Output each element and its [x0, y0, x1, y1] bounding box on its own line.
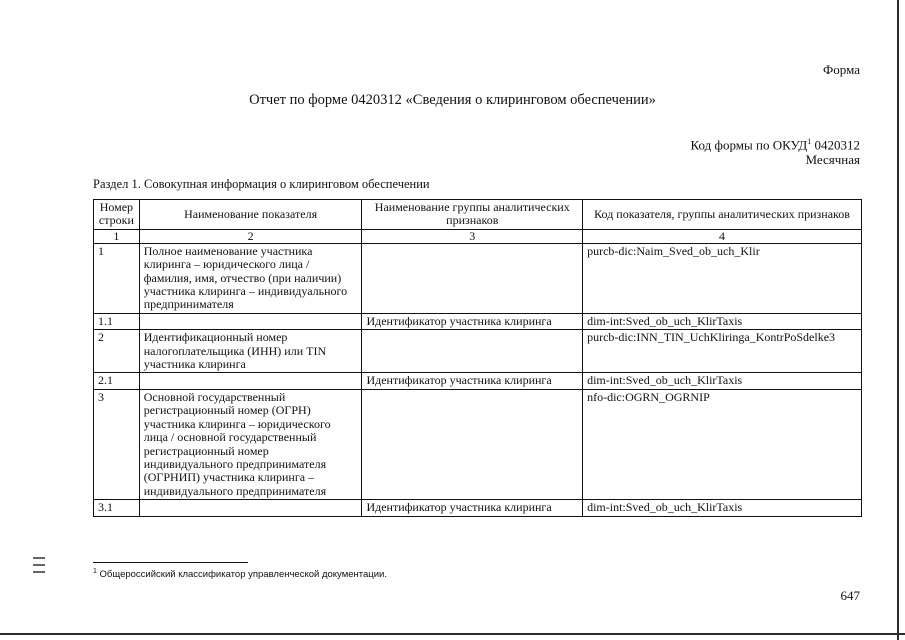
- group-name: [362, 243, 583, 313]
- table-row: [94, 330, 862, 373]
- header-cell-indicator-name: Наименование показателя: [139, 200, 362, 230]
- footnote-text: Общероссийский классификатор управленческой документации.: [99, 569, 387, 581]
- row-number: 3.1: [94, 500, 140, 516]
- table-row: [94, 373, 862, 389]
- row-number: 1.1: [94, 313, 140, 329]
- header-cell-code: Код показателя, группы аналитических признаков: [583, 200, 862, 230]
- indicator-name: Идентификационный номер налогоплательщика (ИНН) или TIN участника клиринга: [139, 330, 362, 373]
- row-number: 2.1: [94, 373, 140, 389]
- indicator-name: Основной государственный регистрационный номер (ОГРН) участника клиринга – юридического лица / основной государственный регистрационный номер индивидуального предпринимателя (ОГРНИП) участника клиринга – индивидуального предпринимателя: [139, 389, 362, 499]
- header-cell-row-number: Номер строки: [94, 200, 140, 230]
- row-number: 3: [94, 389, 140, 499]
- indicator-code: dim-int:Sved_ob_uch_KlirTaxis: [583, 313, 862, 329]
- document-title: Отчет по форме 0420312 «Сведения о клиринговом обеспечении»: [249, 92, 656, 108]
- indicator-name: [139, 500, 362, 516]
- group-name: [362, 389, 583, 499]
- table-row: [94, 313, 862, 329]
- okud-footnote-ref: 1: [807, 137, 812, 146]
- report-table: [93, 199, 862, 517]
- group-name: Идентификатор участника клиринга: [362, 313, 583, 329]
- indicator-name: [139, 373, 362, 389]
- okud-code: 0420312: [814, 137, 860, 153]
- group-name: Идентификатор участника клиринга: [362, 373, 583, 389]
- okud-block: [691, 134, 860, 167]
- indicator-name: [139, 313, 362, 329]
- header-cell-group-name: Наименование группы аналитических признаков: [362, 200, 583, 230]
- indicator-code: nfo-dic:OGRN_OGRNIP: [583, 389, 862, 499]
- footnote-divider: [93, 562, 248, 563]
- indicator-code: purcb-dic:INN_TIN_UchKliringa_KontrPoSdelke3: [583, 330, 862, 373]
- scan-margin-mark: [33, 553, 45, 585]
- column-number: 1: [94, 229, 140, 243]
- column-number: 3: [362, 229, 583, 243]
- page-edge-bottom: [0, 633, 905, 635]
- table-row: [94, 243, 862, 313]
- indicator-code: purcb-dic:Naim_Sved_ob_uch_Klir: [583, 243, 862, 313]
- column-number: 4: [583, 229, 862, 243]
- indicator-name: Полное наименование участника клиринга – юридического лица / фамилия, имя, отчество (при наличии) участника клиринга – индивидуального предпринимателя: [139, 243, 362, 313]
- indicator-code: dim-int:Sved_ob_uch_KlirTaxis: [583, 500, 862, 516]
- footnote: [93, 568, 387, 580]
- column-number: 2: [139, 229, 362, 243]
- row-number: 1: [94, 243, 140, 313]
- group-name: Идентификатор участника клиринга: [362, 500, 583, 516]
- column-numbers-row: [94, 229, 862, 243]
- section-title: Раздел 1. Совокупная информация о клиринговом обеспечении: [93, 177, 430, 191]
- table-row: [94, 500, 862, 516]
- form-label: Форма: [823, 62, 860, 77]
- okud-line: [691, 134, 860, 152]
- table-row: [94, 389, 862, 499]
- row-number: 2: [94, 330, 140, 373]
- group-name: [362, 330, 583, 373]
- page-number: 647: [840, 588, 860, 603]
- indicator-code: dim-int:Sved_ob_uch_KlirTaxis: [583, 373, 862, 389]
- footnote-ref: 1: [93, 568, 97, 575]
- periodicity: Месячная: [805, 152, 860, 168]
- okud-prefix: Код формы по ОКУД: [690, 137, 808, 153]
- header-row: [94, 200, 862, 230]
